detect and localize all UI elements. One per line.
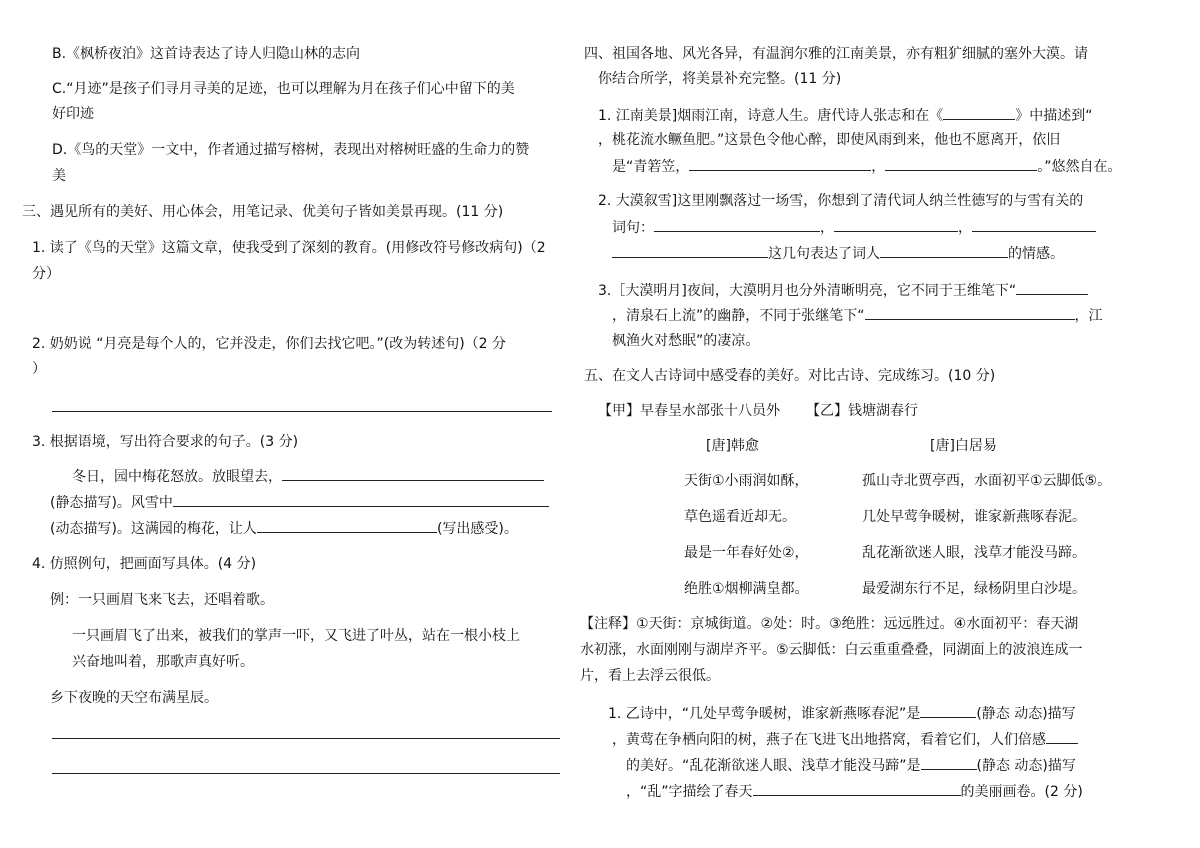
poem-a-author: [唐]韩愈 [706,438,759,454]
poem-b-author: [唐]白居易 [930,438,997,454]
section-5-title: 五、在文人古诗词中感受春的美好。对比古诗、完成练习。(10 分) [584,368,996,384]
q3-line3 [50,518,518,539]
q4-prompt: 乡下夜晚的天空布满星辰。 [50,690,218,706]
s1-blank-title[interactable] [943,105,1015,120]
s3-blank-wangwei[interactable] [1016,280,1088,295]
s3-line2-suffix: ，江 [1074,308,1103,324]
p1-line1 [608,703,1076,724]
p1-line4 [626,781,1083,802]
s2-line2-text: 词句： [612,220,654,236]
p1-line2-text: ，黄莺在争栖向阳的树，燕子在飞进飞出地搭窝，看着它们，人们倍感 [612,732,1046,748]
section-3-title: 三、遇见所有的美好、用心体会，用笔记录、优美句子皆如美景再现。(11 分) [22,204,504,220]
q3-line3-text: (动态描写)。这满园的梅花，让人 [50,521,257,537]
section-4-title-line2: 你结合所学，将美景补充完整。(11 分) [598,71,842,87]
q4-answer-rule-2[interactable] [52,773,560,774]
poem-b-line: 乱花渐欲迷人眼，浅草才能没马蹄。 [862,545,1086,561]
notes-line1: 【注释】①天街：京城街道。②处：时。③绝胜：远远胜过。④水面初平：春天湖 [580,616,1079,632]
p1-line1-text: 1. 乙诗中，“几处早莺争暖树，谁家新燕啄春泥”是 [608,706,921,722]
q4-answer-line2: 兴奋地叫着，那歌声真好听。 [72,654,254,670]
option-b: B.《枫桥夜泊》这首诗表达了诗人归隐山林的志向 [52,46,361,62]
s1-line1 [598,105,1093,126]
s2-blank-emotion[interactable] [880,243,1008,258]
p1-line1-suffix: (静态 动态)描写 [976,706,1076,722]
p1-line2 [612,729,1078,750]
s2-line3-text: 这几句表达了词人 [768,246,880,262]
p1-blank-2[interactable] [1046,729,1078,744]
q3-line2 [50,492,549,513]
q3-blank-feeling[interactable] [257,518,437,533]
s1-blank-1[interactable] [689,156,871,171]
s1-line3 [612,156,1122,177]
q3-line1 [72,466,544,487]
poem-a-line: 绝胜①烟柳满皇都。 [684,581,809,597]
q1-line2: 分） [32,266,60,282]
s2-blank-3[interactable] [972,217,1096,232]
q3-line2-text: (静态描写)。风雪中 [50,495,173,511]
poem-a-title: 【甲】早春呈水部张十八员外 [598,403,780,419]
q3-title: 3. 根据语境，写出符合要求的句子。(3 分) [32,434,299,450]
poem-b-line: 最爱湖东行不足，绿杨阴里白沙堤。 [862,581,1086,597]
s1-line1-text: 1. 江南美景]烟雨江南，诗意人生。唐代诗人张志和在《 [598,108,944,124]
q3-line3-suffix: (写出感受)。 [436,521,518,537]
poem-a-line: 草色遥看近却无。 [684,509,796,525]
p1-blank-1[interactable] [920,703,976,718]
poem-b-line: 孤山寺北贾亭西，水面初平①云脚低⑤。 [862,473,1112,489]
p1-line3 [626,755,1076,776]
p1-blank-3[interactable] [921,755,977,770]
option-d-line1: D.《鸟的天堂》一文中，作者通过描写榕树，表现出对榕树旺盛的生命力的赞 [52,142,530,158]
q3-blank-static[interactable] [282,466,544,481]
q4-answer-line1: 一只画眉飞了出来，被我们的掌声一吓，又飞进了叶丛，站在一根小枝上 [72,628,520,644]
notes-line2: 水初涨，水面刚刚与湖岸齐平。⑤云脚低：白云重重叠叠，同湖面上的波浪连成一 [580,642,1083,658]
s1-comma: ， [871,159,886,175]
poem-a-line: 天街①小雨润如酥， [684,473,809,489]
p1-line3-text: 的美好。“乱花渐欲迷人眼、浅草才能没马蹄”是 [626,758,921,774]
notes-line3: 片，看上去浮云很低。 [580,668,720,684]
s3-line2-text: ，清泉石上流”的幽静，不同于张继笔下“ [612,308,865,324]
s1-line2: ，桃花流水鳜鱼肥。”这景色令他心醉，即使风雨到来，他也不愿离开，依旧 [598,132,1061,148]
q2-answer-line[interactable] [52,411,552,412]
s1-line3-text: 是“青箬笠， [612,159,690,175]
s1-line1-suffix: 》中描述到“ [1015,108,1093,124]
s1-blank-2[interactable] [885,156,1037,171]
s1-line3-suffix: 。”悠然自在。 [1037,159,1122,175]
s2-comma-1: ， [820,220,834,236]
s2-blank-4[interactable] [612,243,768,258]
p1-line4-suffix: 的美丽画卷。(2 分) [960,784,1083,800]
q2-line1: 2. 奶奶说 “月亮是每个人的，它并没走，你们去找它吧。”(改为转述句)（2 分 [32,336,507,352]
s3-line1 [598,280,1088,301]
p1-line4-text: ，“乱”字描绘了春天 [626,784,753,800]
section-4-title-line1: 四、祖国各地、风光各异，有温润尔雅的江南美景，亦有粗犷细腻的塞外大漠。请 [584,46,1088,62]
s2-line2 [612,217,1096,238]
q1-line1: 1. 读了《鸟的天堂》这篇文章，使我受到了深刻的教育。(用修改符号修改病句)（2 [32,240,546,256]
option-d-line2: 美 [52,168,66,184]
s3-line1-text: 3.［大漠明月]夜间，大漠明月也分外清晰明亮，它不同于王维笔下“ [598,283,1017,299]
q4-title: 4. 仿照例句，把画面写具体。(4 分) [32,556,257,572]
q4-example: 例：一只画眉飞来飞去，还唱着歌。 [50,592,274,608]
q2-line2: ） [32,361,46,377]
s2-blank-2[interactable] [834,217,958,232]
poem-b-title: 【乙】钱塘湖春行 [806,403,918,419]
p1-line3-suffix: (静态 动态)描写 [976,758,1076,774]
poem-b-line: 几处早莺争暖树，谁家新燕啄春泥。 [862,509,1086,525]
s2-comma-2: ， [958,220,972,236]
s3-line3: 枫渔火对愁眠”的凄凉。 [612,333,760,349]
option-c-line2: 好印迹 [52,106,94,122]
s2-line3 [612,243,1064,264]
q3-blank-dynamic[interactable] [173,492,549,507]
p1-blank-4[interactable] [753,781,961,796]
poem-a-line: 最是一年春好处②， [684,545,809,561]
s3-line2 [612,305,1103,326]
option-c-line1: C.“月迹”是孩子们寻月寻美的足迹，也可以理解为月在孩子们心中留下的美 [52,81,515,97]
s3-blank-zhangji[interactable] [865,305,1075,320]
s2-line3-suffix: 的情感。 [1008,246,1064,262]
s2-line1: 2. 大漠叙雪]这里刚飘落过一场雪，你想到了清代词人纳兰性德写的与雪有关的 [598,193,1084,209]
q3-line1-text: 冬日，园中梅花怒放。放眼望去， [72,469,282,485]
s2-blank-1[interactable] [654,217,820,232]
q4-answer-rule-1[interactable] [52,738,560,739]
